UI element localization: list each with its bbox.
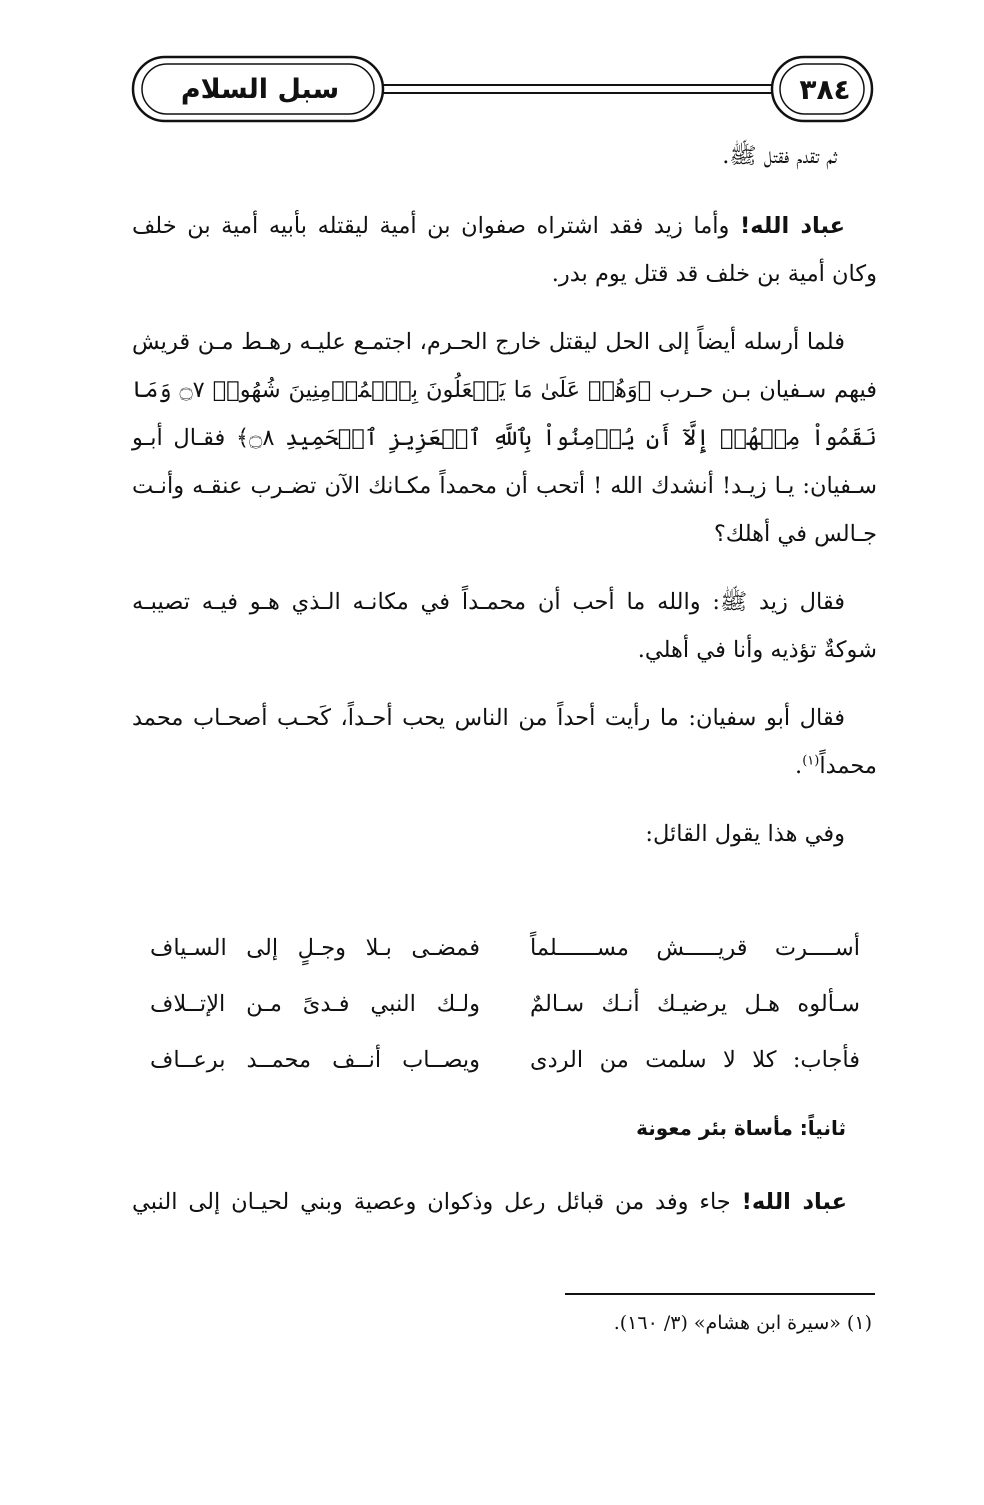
paragraph-2-text: وأما زيد فقد اشتراه صفوان بن أمية ليقتله بأبيه أمية بن خلف وكان أمية بن خلف قد قتل يوم بدر. [132,213,877,287]
paragraph-1 [132,132,877,180]
quran-verse: ﴿وَهُمۡ عَلَىٰ مَا يَفۡعَلُونَ بِٱلۡمُؤۡمِنِينَ شُهُودٞ ۝٧ وَمَا نَقَمُواْ مِنۡهُمۡ إِلَّآ أَن يُؤۡمِنُواْ بِٱللَّهِ ٱلۡعَزِيزِ ٱلۡحَمِيدِ ۝٨﴾ [132,377,877,451]
poem-hemistich-first: سـألوه هـل يرضيـك أنـك سـالمٌ [530,991,860,1017]
poem-verse [150,1032,860,1088]
paragraph-5 [132,694,877,790]
running-title: سبل السلام [180,73,340,105]
paragraph-3-text-b: فقـال أبـو سـفيان: يـا زيـد! أنشدك الله ! أتحب أن محمداً مكـانك الآن تضـرب عنقـه وأنـت جـالس في أهلك؟ [132,425,877,547]
paragraph-6 [132,810,877,858]
poem-verse [150,976,860,1032]
poem-verse [150,920,860,976]
paragraph-1-text: ثم تقدم فقتل ﷺ. [722,143,837,169]
footnote-separator [565,1293,875,1295]
paragraph-2-lead: عباد الله! [739,213,845,239]
section-heading: ثانياً: مأساة بئر معونة [636,1116,846,1140]
page-header [130,52,875,128]
paragraph-4 [132,578,877,674]
page-number: ٣٨٤ [799,72,851,106]
paragraph-3-text-a: فلما أرسله أيضاً إلى الحل ليقتل خارج الحـرم، اجتمـع عليـه رهـط مـن قريش فيهم سـفيان بـن حـرب [132,329,878,403]
footnote: (١) «سيرة ابن هشام» (٣/ ١٦٠). [613,1312,872,1334]
poem-hemistich-first: فأجاب: كلا لا سلمت من الردى [530,1047,860,1073]
paragraph-2 [132,202,877,298]
footnote-reference[interactable]: (١) [802,753,820,769]
poem-hemistich-second: ولـك النبي فـدىً مـن الإتــلاف [150,991,480,1017]
paragraph-6-text: وفي هذا يقول القائل: [645,821,845,847]
paragraph-5-end: . [795,753,803,779]
last-paragraph-lead: عباد الله! [741,1189,848,1215]
paragraph-4-text: فقال زيد ﷺ: والله ما أحب أن محمـداً في مكانـه الـذي هـو فيـه تصيبـه شوكةٌ تؤذيه وأنا في أهلي. [132,589,877,663]
poem-hemistich-first: أســــرت قريـــــش مســــــلماً [530,935,860,961]
paragraph-5-text: فقال أبو سفيان: ما رأيت أحداً من الناس يحب أحـداً، كَحـب أصحـاب محمد محمداً [132,705,877,779]
poem-hemistich-second: فمضـى بـلا وجـلٍ إلى السـياف [150,935,480,961]
last-paragraph-text: جاء وفد من قبائل رعل وذكوان وعصية وبني لحيـان إلى النبي [132,1189,742,1215]
last-paragraph [132,1178,847,1226]
body-text [132,132,877,878]
paragraph-3 [132,318,877,558]
poem [150,920,860,1088]
poem-hemistich-second: ويصــاب أنــف محمــد برعــاف [150,1047,480,1073]
